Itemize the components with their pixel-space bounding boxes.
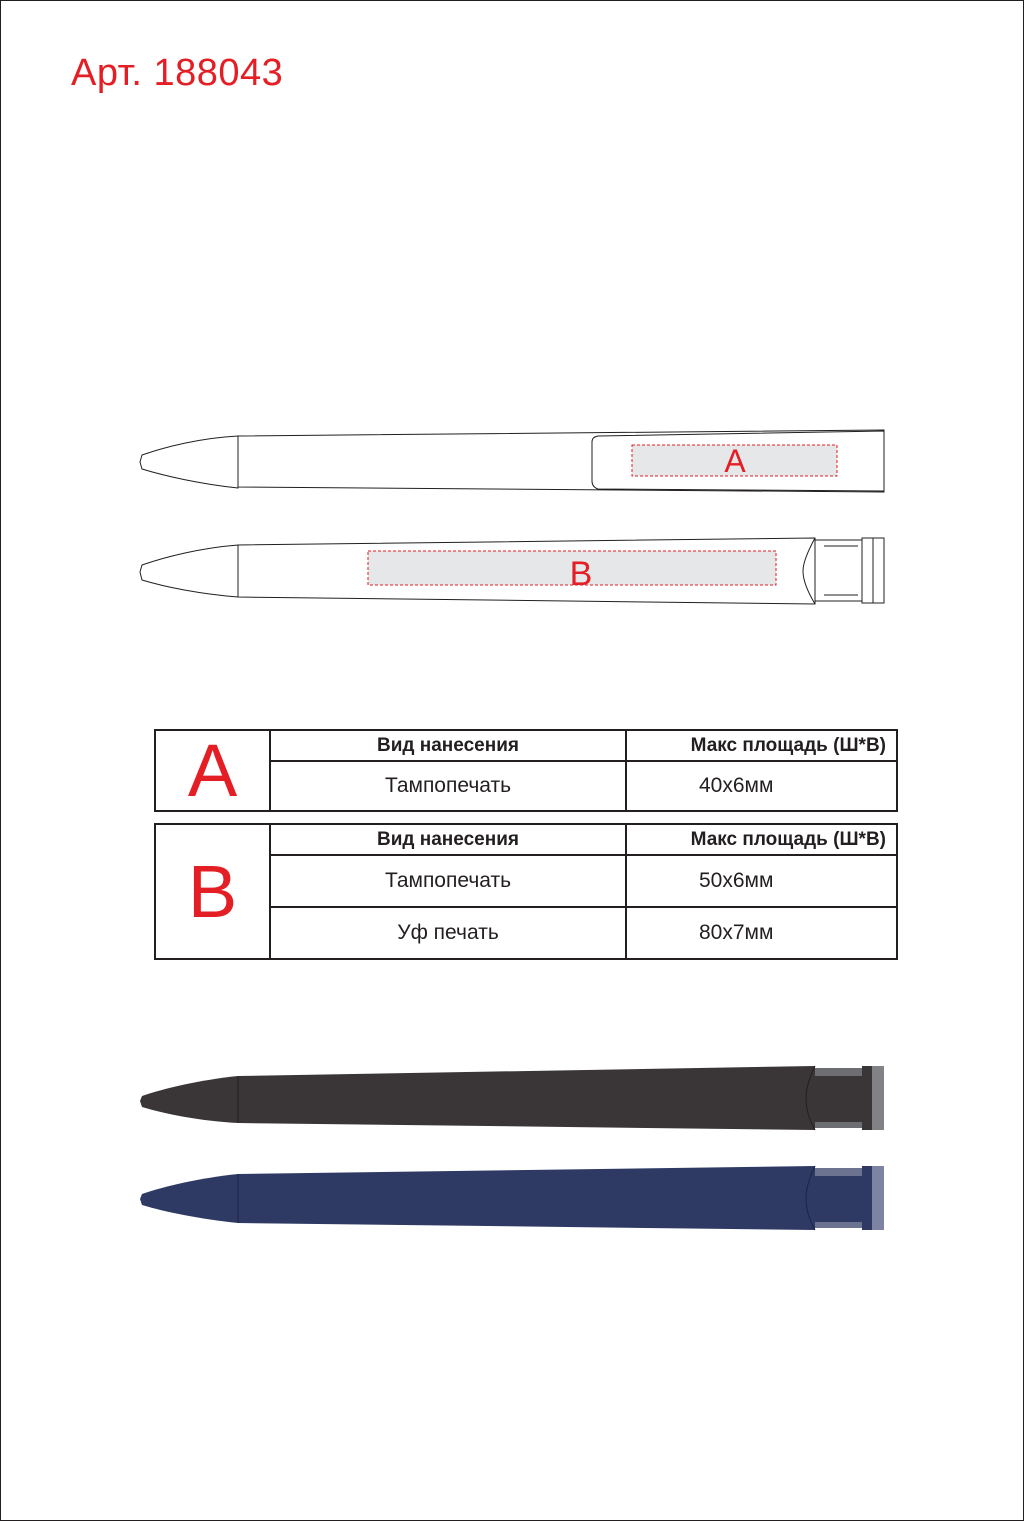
header-method: Вид нанесения xyxy=(270,730,626,761)
header-area: Макс площадь (Ш*В) xyxy=(626,730,897,761)
pen-body xyxy=(238,1166,815,1230)
area-cell: 40х6мм xyxy=(626,761,897,811)
header-area: Макс площадь (Ш*В) xyxy=(626,824,897,855)
zone-letter-a: A xyxy=(155,730,270,811)
header-method: Вид нанесения xyxy=(270,824,626,855)
method-cell: Тампопечать xyxy=(270,761,626,811)
zone-letter-b: B xyxy=(155,824,270,959)
print-zone-a-label: A xyxy=(724,443,746,479)
pen-tip xyxy=(140,1174,238,1223)
print-zone-b-label: B xyxy=(569,555,593,593)
article-number: Арт. 188043 xyxy=(71,52,284,94)
method-cell: Тампопечать xyxy=(270,855,626,907)
pen-end-cap xyxy=(815,1168,862,1228)
method-cell: Уф печать xyxy=(270,907,626,959)
area-cell: 80х7мм xyxy=(626,907,897,959)
area-cell: 50х6мм xyxy=(626,855,897,907)
